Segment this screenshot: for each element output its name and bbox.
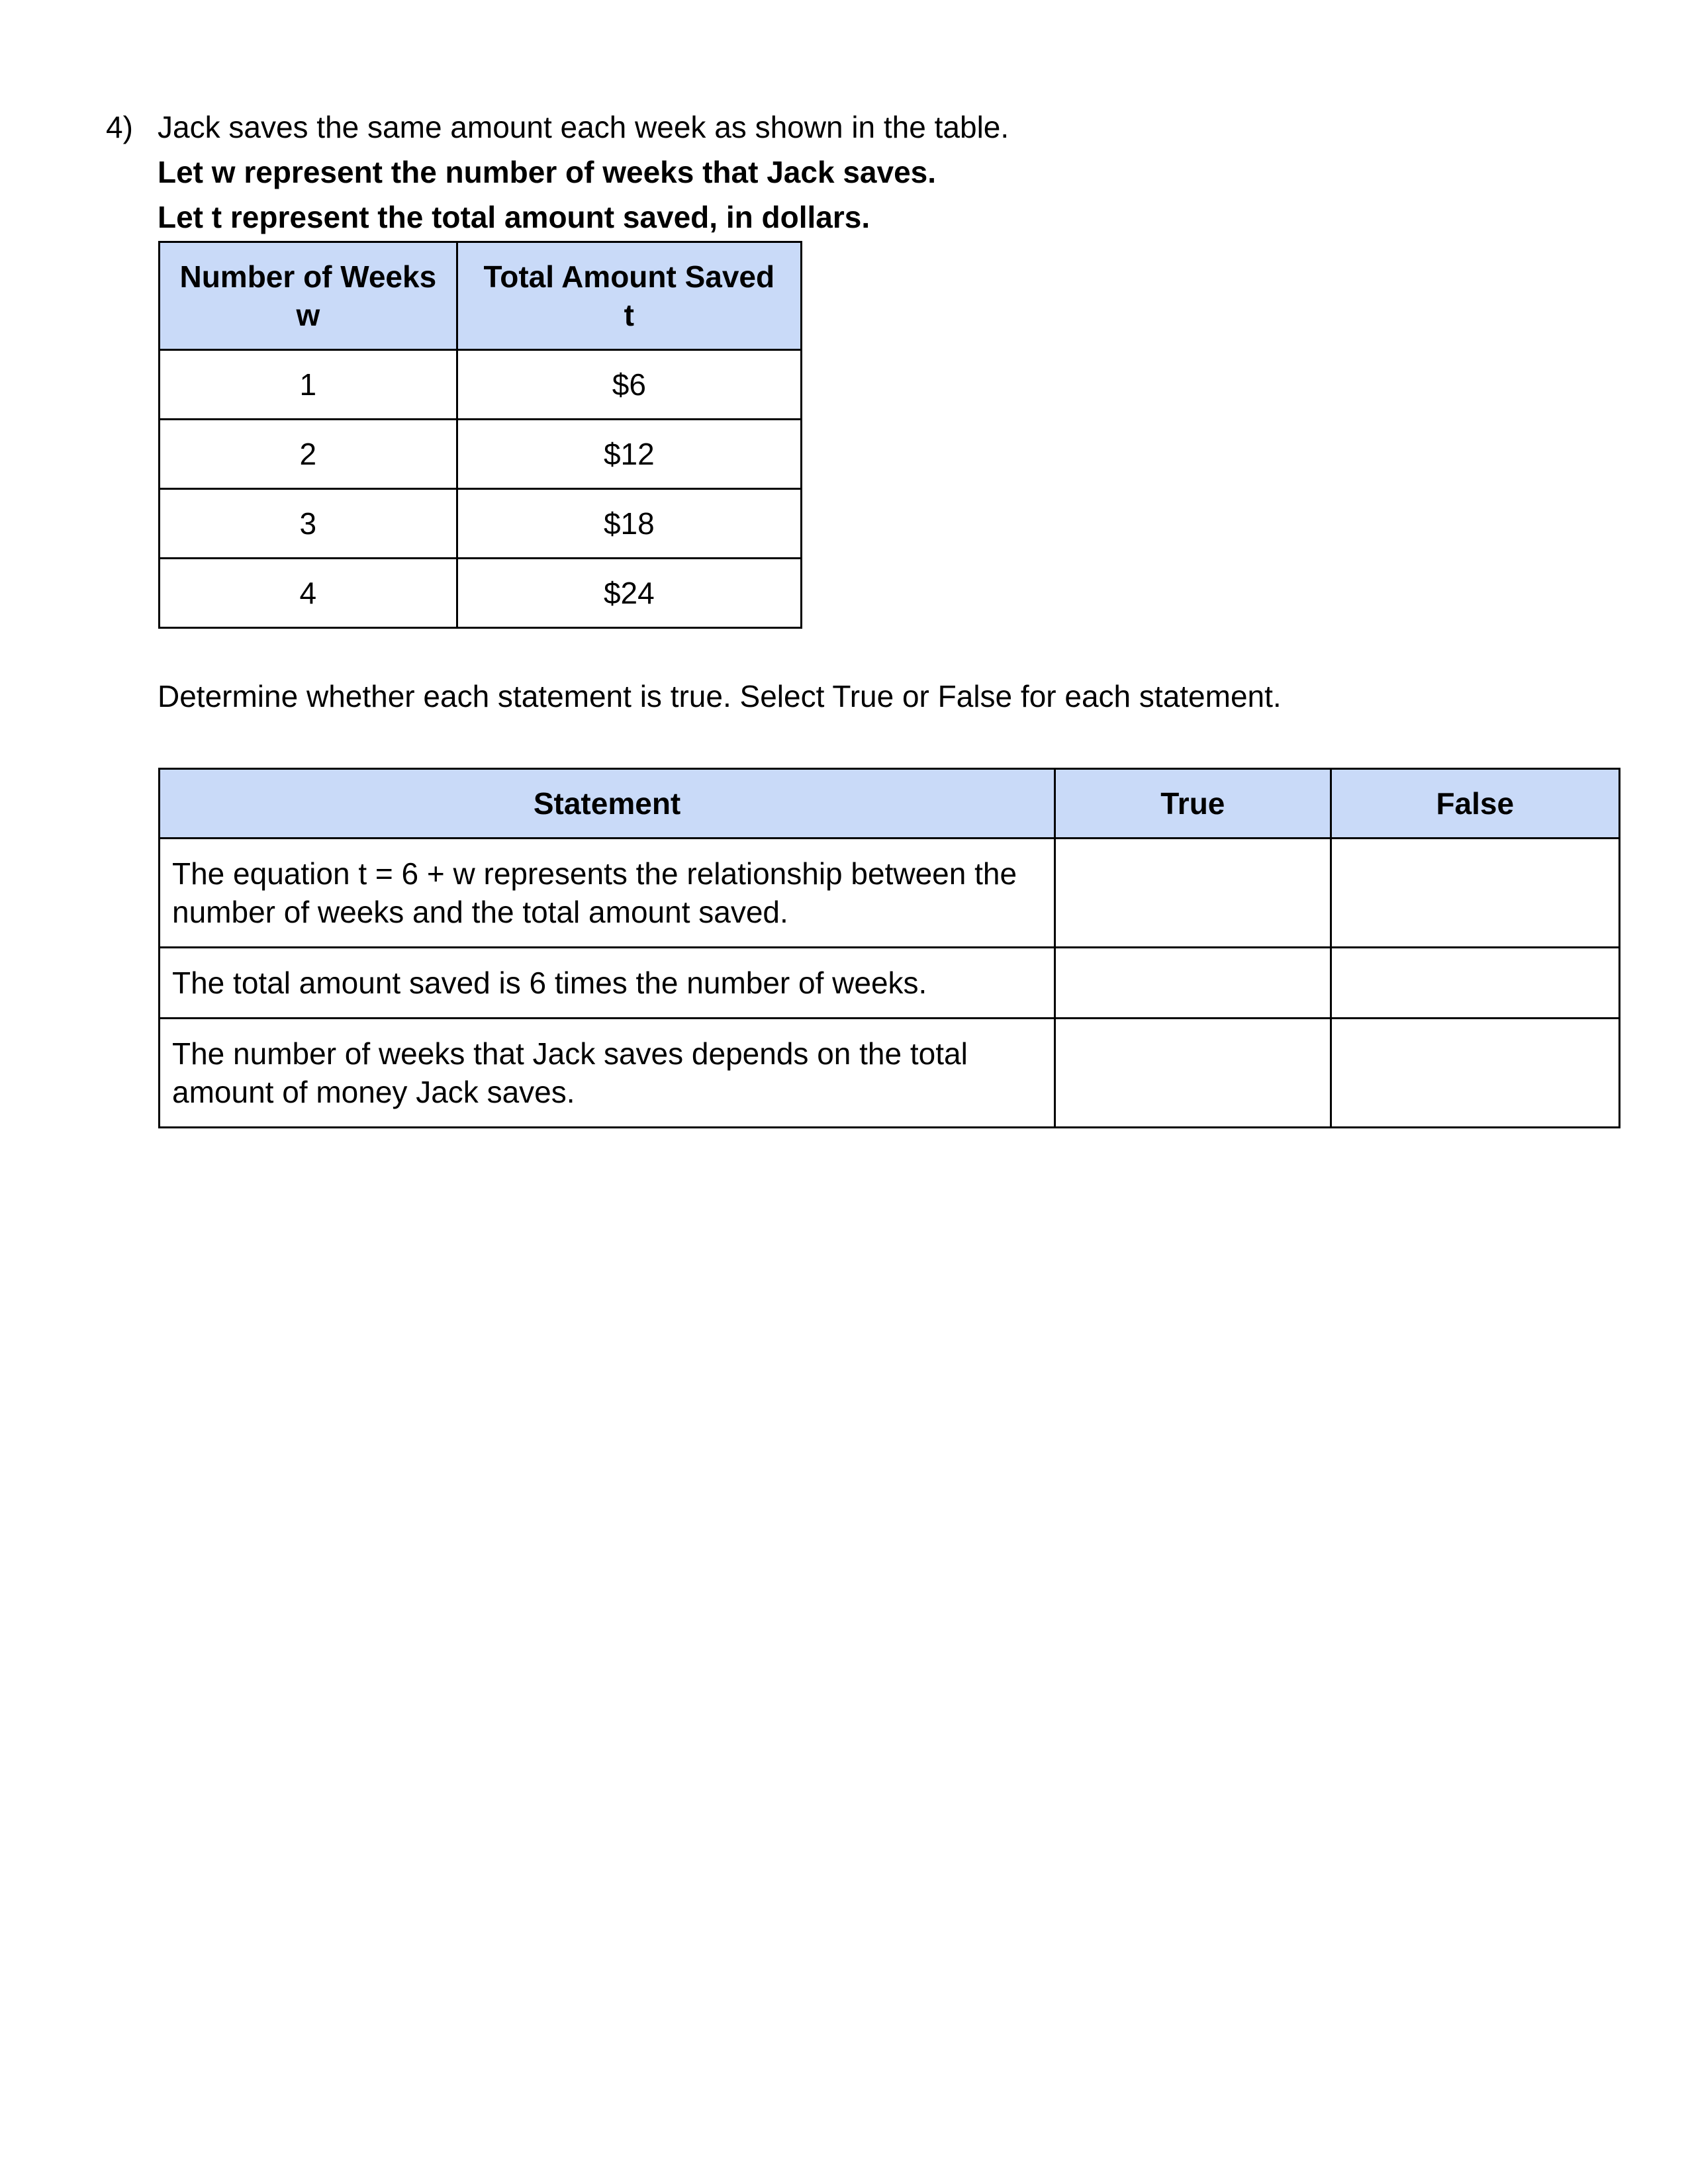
statement-row-1 [160, 839, 1620, 948]
statement-row-3 [160, 1019, 1620, 1128]
statement-3-true-choice[interactable] [1055, 1019, 1331, 1128]
instructions: Determine whether each statement is true. Select True or False for each statement. [158, 679, 1282, 713]
total-cell: $6 [457, 350, 801, 420]
question-number: 4) [106, 110, 133, 144]
statement-text: The number of weeks that Jack saves depends on the total amount of money Jack saves. [160, 1019, 1055, 1128]
statement-text: The equation t = 6 + w represents the relationship between the number of weeks and the total amount saved. [160, 839, 1055, 948]
statement-column-header: Statement [160, 769, 1055, 839]
weeks-header-variable: w [296, 298, 320, 332]
question [106, 105, 1628, 240]
let-t-definition: Let t represent the total amount saved, in dollars. [158, 200, 870, 234]
statement-row-2 [160, 948, 1620, 1019]
statement-text: The total amount saved is 6 times the number of weeks. [160, 948, 1055, 1019]
statement-2-false-choice[interactable] [1331, 948, 1619, 1019]
true-column-header: True [1055, 769, 1331, 839]
weeks-header-title: Number of Weeks [179, 259, 437, 294]
true-false-table [158, 768, 1620, 1128]
question-intro: Jack saves the same amount each week as shown in the table. [158, 110, 1009, 144]
table-row [160, 350, 802, 420]
weeks-cell: 3 [160, 489, 457, 559]
value-table [158, 241, 802, 629]
tf-header-row [160, 769, 1620, 839]
total-cell: $12 [457, 420, 801, 489]
total-header-variable: t [624, 298, 634, 332]
weeks-cell: 1 [160, 350, 457, 420]
total-column-header [457, 242, 801, 350]
weeks-cell: 2 [160, 420, 457, 489]
total-cell: $24 [457, 559, 801, 628]
weeks-column-header [160, 242, 457, 350]
table-row [160, 489, 802, 559]
statement-1-false-choice[interactable] [1331, 839, 1619, 948]
question-intro-line [106, 105, 1628, 150]
table-row [160, 559, 802, 628]
total-header-title: Total Amount Saved [483, 259, 775, 294]
statement-3-false-choice[interactable] [1331, 1019, 1619, 1128]
weeks-cell: 4 [160, 559, 457, 628]
statement-1-true-choice[interactable] [1055, 839, 1331, 948]
let-w-definition: Let w represent the number of weeks that Jack saves. [158, 155, 937, 189]
table-row [160, 420, 802, 489]
value-table-header-row [160, 242, 802, 350]
false-column-header: False [1331, 769, 1619, 839]
statement-2-true-choice[interactable] [1055, 948, 1331, 1019]
total-cell: $18 [457, 489, 801, 559]
